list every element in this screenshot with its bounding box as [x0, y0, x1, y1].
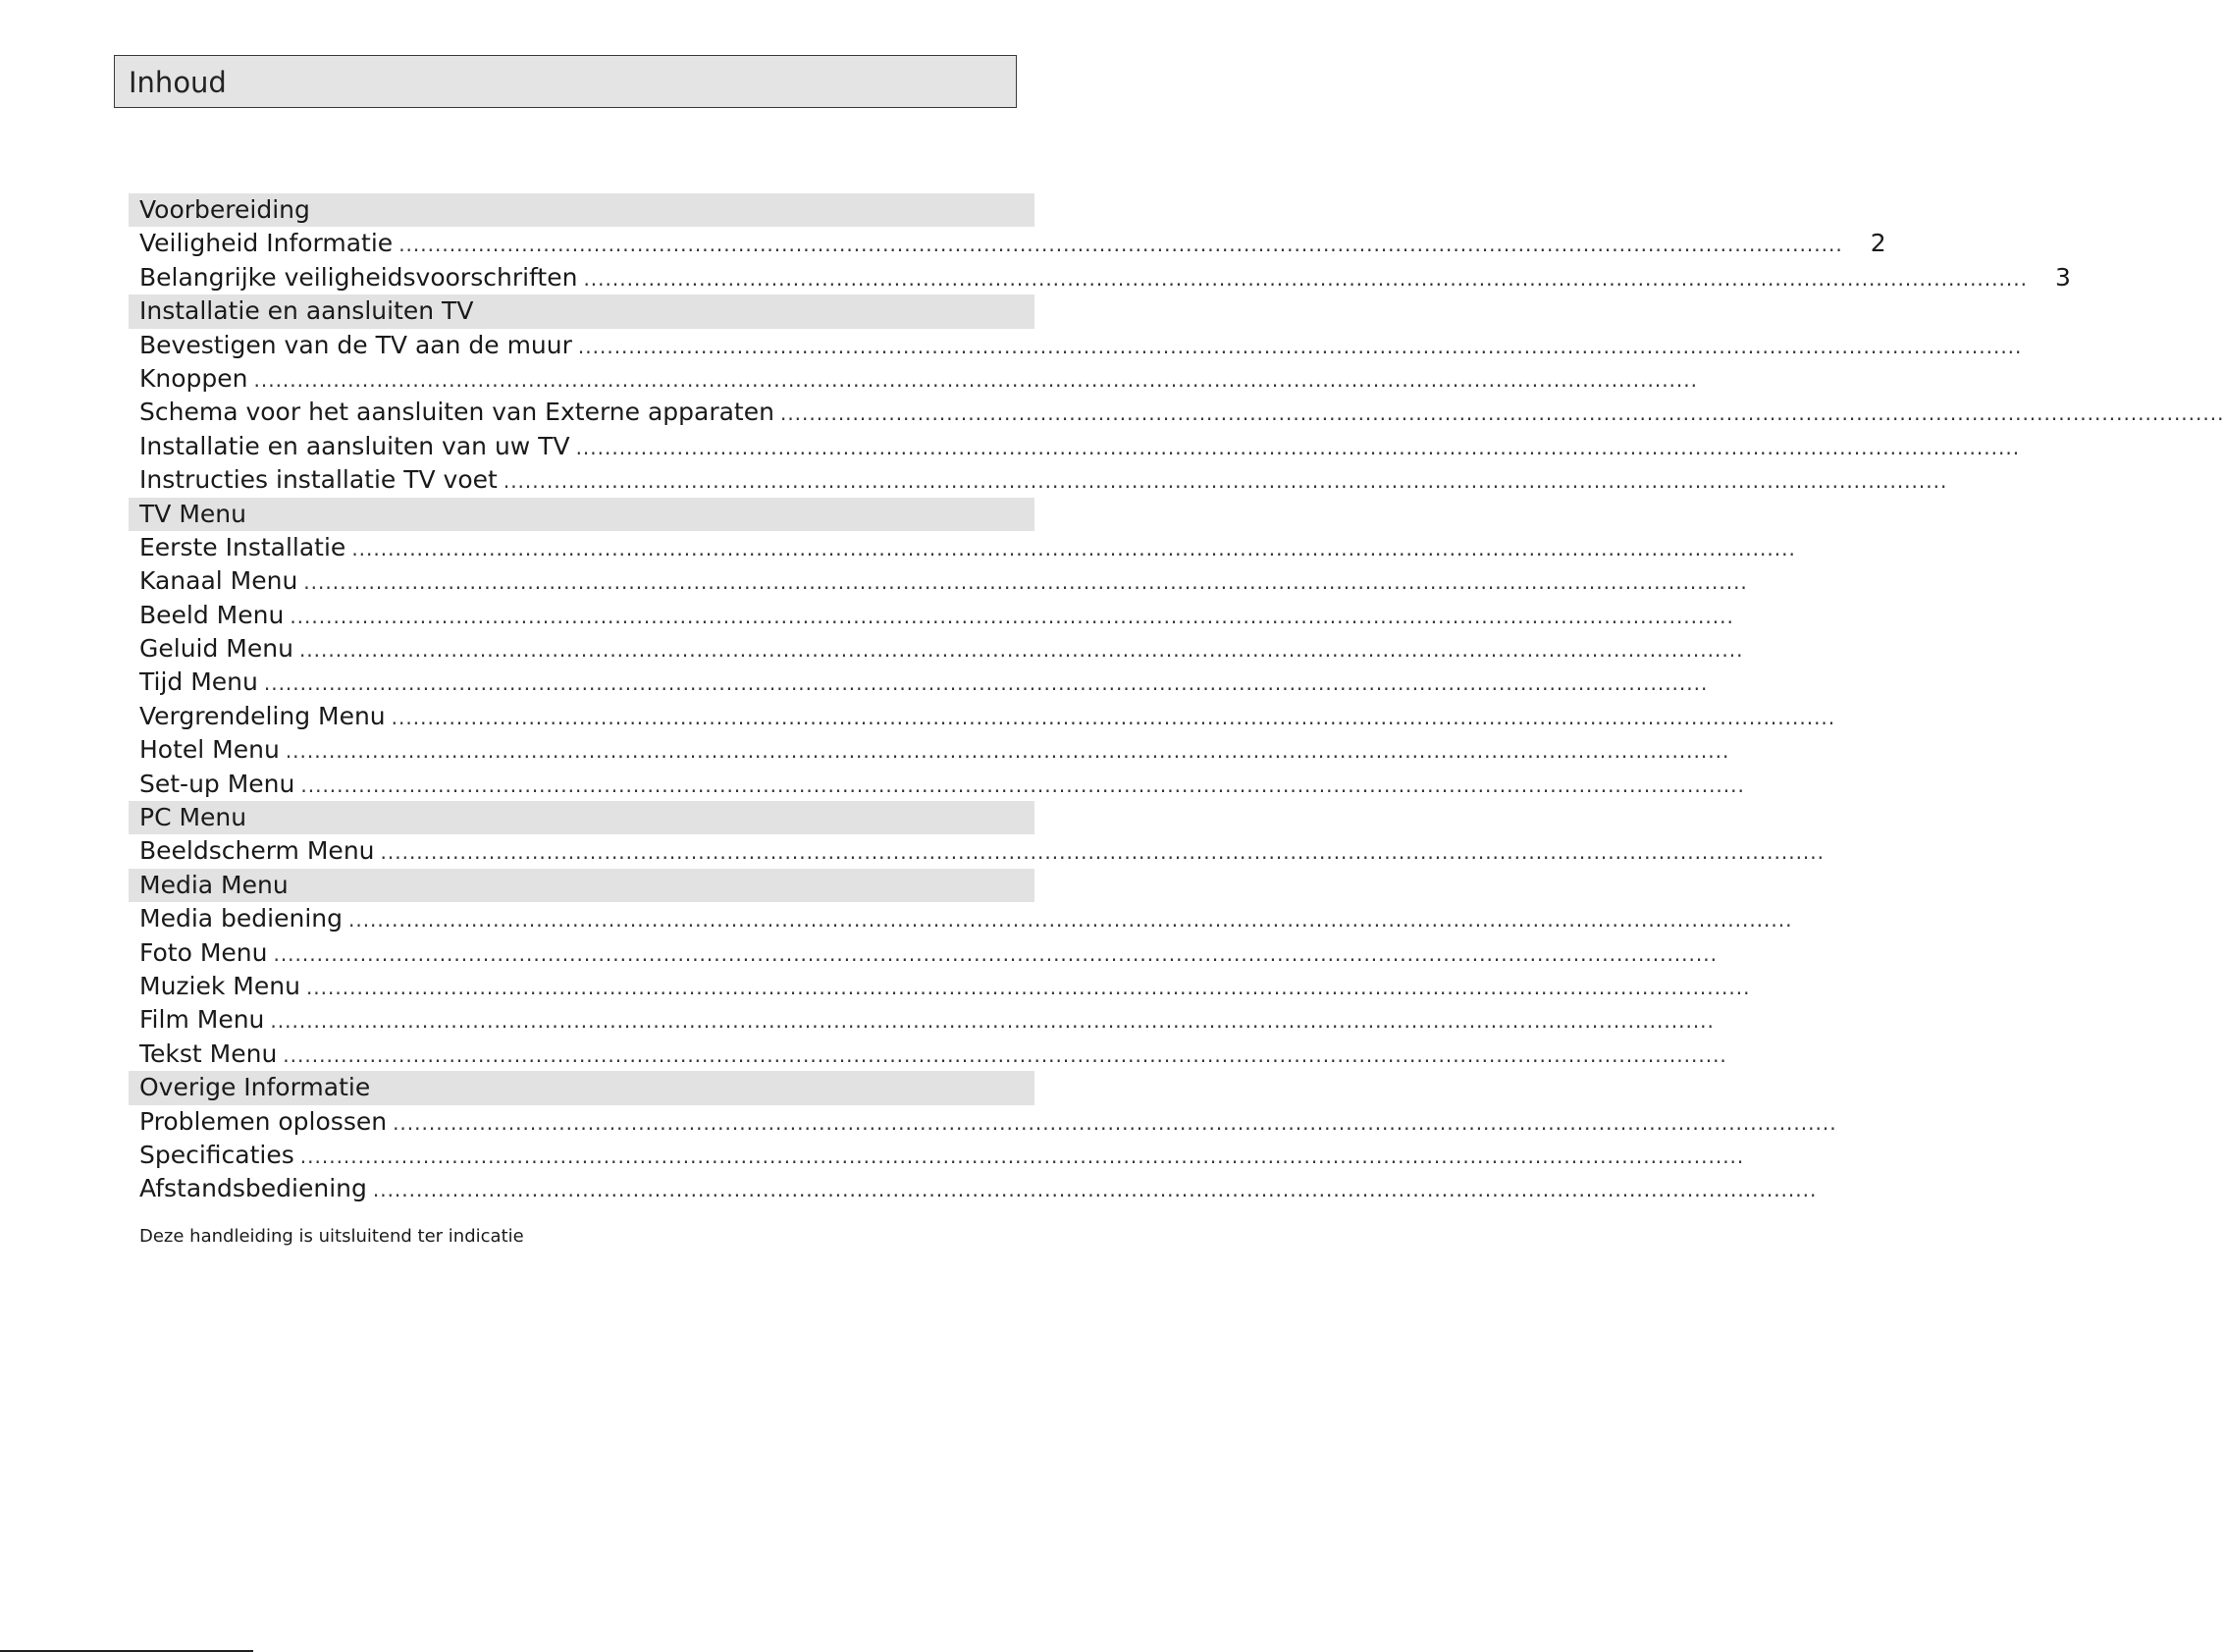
toc-entry-label: Film Menu — [139, 1005, 265, 1035]
toc-entry[interactable] — [129, 564, 1748, 598]
toc-entry-label: Eerste Installatie — [139, 532, 346, 561]
toc-entry-leader: ........................................................................................................................................................................................................ — [398, 233, 1843, 257]
toc-section-heading — [129, 294, 1034, 328]
toc-entry-leader: ........................................................................................................................................................................................................ — [300, 773, 1745, 797]
toc-entry[interactable] — [129, 599, 1734, 632]
toc-entry-label: Instructies installatie TV voet — [139, 465, 498, 495]
toc-entry[interactable] — [129, 936, 1718, 970]
toc-entry-leader: ........................................................................................................................................................................................................ — [283, 1042, 1727, 1067]
toc-entry[interactable] — [129, 1105, 1837, 1139]
toc-section-label: TV Menu — [139, 499, 246, 528]
toc-entry[interactable] — [129, 463, 1948, 497]
toc-entry-leader: ........................................................................................................................................................................................................ — [299, 1144, 1745, 1168]
toc-entry[interactable] — [129, 1038, 1727, 1071]
toc-entry-label: Problemen oplossen — [139, 1106, 388, 1136]
disclaimer-note: Deze handleiding is uitsluitend ter indicatie — [139, 1226, 524, 1247]
toc-section-label: PC Menu — [139, 803, 247, 832]
toc-entry-leader: ........................................................................................................................................................................................................ — [577, 334, 2023, 358]
toc-section-label: Media Menu — [139, 870, 289, 899]
toc-entry[interactable] — [129, 970, 1751, 1003]
toc-entry[interactable] — [129, 834, 1825, 868]
toc-section-label: Voorbereiding — [139, 195, 310, 224]
toc-entry-label: Media bediening — [139, 904, 343, 933]
toc-section-heading — [129, 801, 1034, 834]
toc-entry-leader: ........................................................................................................................................................................................................ — [575, 435, 2021, 459]
toc-entry-leader: ........................................................................................................................................................................................................ — [270, 1009, 1715, 1034]
toc-entry-label: Tijd Menu — [139, 667, 258, 697]
toc-entry[interactable] — [129, 1139, 1745, 1172]
toc-entry[interactable] — [129, 227, 1886, 260]
toc-entry[interactable] — [129, 768, 1745, 801]
toc-entry[interactable] — [129, 632, 1744, 666]
toc-entry[interactable] — [129, 1172, 1818, 1205]
toc-entry-leader: ........................................................................................................................................................................................................ — [253, 367, 1698, 392]
toc-entry-label: Afstandsbediening — [139, 1174, 367, 1203]
toc-entry[interactable] — [129, 362, 1698, 396]
toc-section-label: Overige Informatie — [139, 1073, 371, 1102]
toc-section-heading — [129, 193, 1034, 227]
toc-entry-label: Kanaal Menu — [139, 566, 298, 596]
toc-entry-leader: ........................................................................................................................................................................................................ — [290, 604, 1734, 628]
toc-entry-page-number: 2 — [1870, 229, 1886, 258]
toc-entry-label: Foto Menu — [139, 937, 268, 967]
toc-entry-label: Specificaties — [139, 1140, 294, 1169]
toc-entry-leader: ........................................................................................................................................................................................................ — [347, 908, 1793, 933]
toc-entry-label: Schema voor het aansluiten van Externe apparaten — [139, 398, 774, 427]
toc-entry-label: Belangrijke veiligheidsvoorschriften — [139, 262, 578, 292]
toc-entry-label: Knoppen — [139, 363, 248, 393]
toc-entry[interactable] — [129, 396, 2224, 429]
toc-entry-label: Geluid Menu — [139, 634, 293, 664]
toc-entry[interactable] — [129, 531, 1796, 564]
toc-entry-label: Veiligheid Informatie — [139, 229, 394, 258]
toc-entry-leader: ........................................................................................................................................................................................................ — [393, 1110, 1837, 1135]
toc-section-heading — [129, 498, 1034, 531]
toc-entry-label: Beeldscherm Menu — [139, 836, 375, 866]
toc-entry-leader: ........................................................................................................................................................................................................ — [503, 469, 1948, 494]
toc-section-label: Installatie en aansluiten TV — [139, 296, 474, 326]
toc-entry-leader: ........................................................................................................................................................................................................ — [583, 266, 2028, 291]
toc-entry-leader: ........................................................................................................................................................................................................ — [263, 671, 1709, 696]
toc-entry-leader: ........................................................................................................................................................................................................ — [303, 570, 1748, 595]
toc-entry-leader: ........................................................................................................................................................................................................ — [285, 739, 1730, 764]
toc-entry[interactable] — [129, 700, 1836, 733]
table-of-contents — [129, 193, 2224, 1206]
toc-entry-leader: ........................................................................................................................................................................................................ — [305, 975, 1751, 999]
toc-entry[interactable] — [129, 329, 2023, 362]
toc-entry[interactable] — [129, 261, 2071, 294]
toc-entry-label: Installatie en aansluiten van uw TV — [139, 431, 570, 460]
toc-entry-leader: ........................................................................................................................................................................................................ — [391, 705, 1836, 729]
toc-entry-leader: ........................................................................................................................................................................................................ — [351, 536, 1796, 560]
toc-section-heading — [129, 1071, 1034, 1104]
toc-entry[interactable] — [129, 902, 1793, 935]
toc-entry-leader: ........................................................................................................................................................................................................ — [273, 941, 1718, 966]
toc-entry-label: Vergrendeling Menu — [139, 701, 386, 730]
toc-entry-label: Tekst Menu — [139, 1039, 278, 1068]
toc-entry[interactable] — [129, 666, 1709, 699]
toc-entry-leader: ........................................................................................................................................................................................................ — [298, 638, 1744, 663]
toc-entry-page-number: 3 — [2055, 262, 2071, 292]
toc-entry[interactable] — [129, 733, 1730, 767]
toc-entry-leader: ........................................................................................................................................................................................................ — [380, 840, 1825, 865]
page-title: Inhoud — [129, 66, 227, 99]
toc-entry[interactable] — [129, 1003, 1715, 1037]
toc-entry-label: Beeld Menu — [139, 600, 285, 629]
toc-title-box — [114, 55, 1017, 108]
toc-entry-label: Set-up Menu — [139, 769, 295, 798]
toc-entry-leader: ........................................................................................................................................................................................................ — [779, 401, 2224, 426]
toc-section-heading — [129, 869, 1034, 902]
toc-entry-label: Muziek Menu — [139, 971, 300, 1000]
toc-entry-leader: ........................................................................................................................................................................................................ — [372, 1178, 1818, 1202]
toc-entry-label: Bevestigen van de TV aan de muur — [139, 330, 572, 359]
toc-entry[interactable] — [129, 430, 2021, 463]
toc-entry-label: Hotel Menu — [139, 735, 280, 765]
